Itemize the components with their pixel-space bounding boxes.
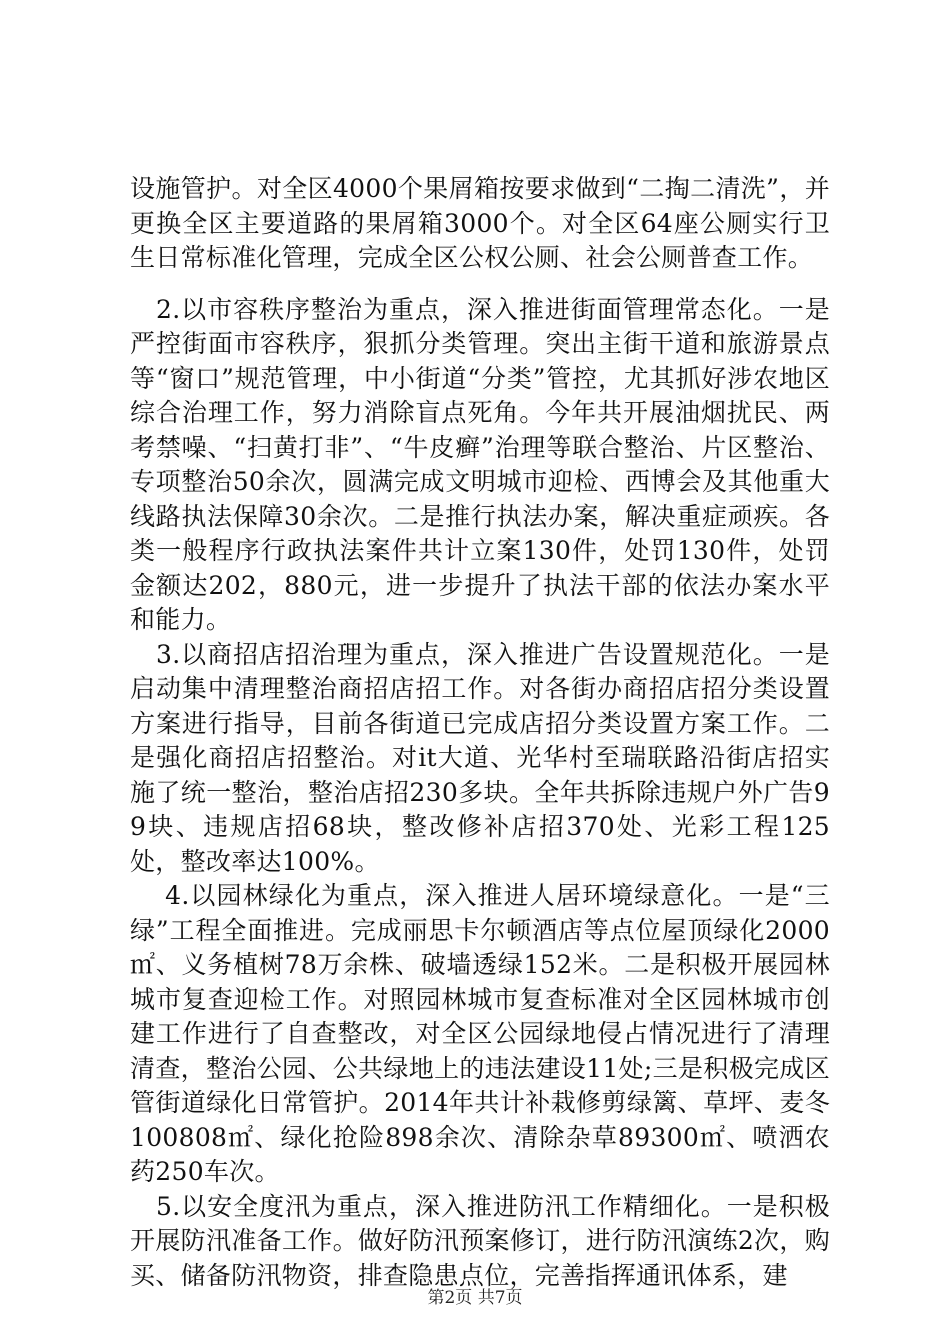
page-number-footer: 第2页 共7页 xyxy=(427,1288,523,1308)
paragraph-city-order: 2.以市容秩序整治为重点，深入推进街面管理常态化。一是严控街面市容秩序，狠抓分类管理。突出主街干道和旅游景点等“窗口”规范管理，中小街道“分类”管控，尤其抓好涉农地区综合治理工作，努力消除盲点死角。今年共开展油烟扰民、两考禁噪、“扫黄打非”、“牛皮癣”治理等联合整治、片区整治、专项整治50余次，圆满完成文明城市迎检、西博会及其他重大线路执法保障30余次。二是推行执法办案，解决重症顽疾。各类一般程序行政执法案件共计立案130件，处罚130件，处罚金额达202，880元，进一步提升了执法干部的依法办案水平和能力。 xyxy=(130,294,830,634)
paragraph-flood-control: 5.以安全度汛为重点，深入推进防汛工作精细化。一是积极开展防汛准备工作。做好防汛预案修订，进行防汛演练2次，购买、储备防汛物资，排查隐患点位，完善指挥通讯体系，建 xyxy=(130,1191,830,1290)
paragraph-signboard-governance: 3.以商招店招治理为重点，深入推进广告设置规范化。一是启动集中清理整治商招店招工作。对各街办商招店招分类设置方案进行指导，目前各街道已完成店招分类设置方案工作。二是强化商招店招整治。对it大道、光华村至瑞联路沿街店招实施了统一整治，整治店招230多块。全年共拆除违规户外广告99块、违规店招68块，整改修补店招370处、光彩工程125处，整改率达100%。 xyxy=(130,639,830,876)
document-body xyxy=(130,172,830,1293)
paragraph-facility-maintenance: 设施管护。对全区4000个果屑箱按要求做到“二掏二清洗”，并更换全区主要道路的果屑箱3000个。对全区64座公厕实行卫生日常标准化管理，完成全区公权公厕、社会公厕普查工作。 xyxy=(130,174,830,272)
paragraph-landscaping: 4.以园林绿化为重点，深入推进人居环境绿意化。一是“三绿”工程全面推进。完成丽思卡尔顿酒店等点位屋顶绿化2000㎡、义务植树78万余株、破墙透绿152米。二是积极开展园林城市复查迎检工作。对照园林城市复查标准对全区园林城市创建工作进行了自查整改，对全区公园绿地侵占情况进行了清理清查，整治公园、公共绿地上的违法建设11处;三是积极完成区管街道绿化日常管护。2014年共计补栽修剪绿篱、草坪、麦冬100808㎡、绿化抢险898余次、清除杂草89300㎡、喷洒农药250车次。 xyxy=(130,881,830,1186)
